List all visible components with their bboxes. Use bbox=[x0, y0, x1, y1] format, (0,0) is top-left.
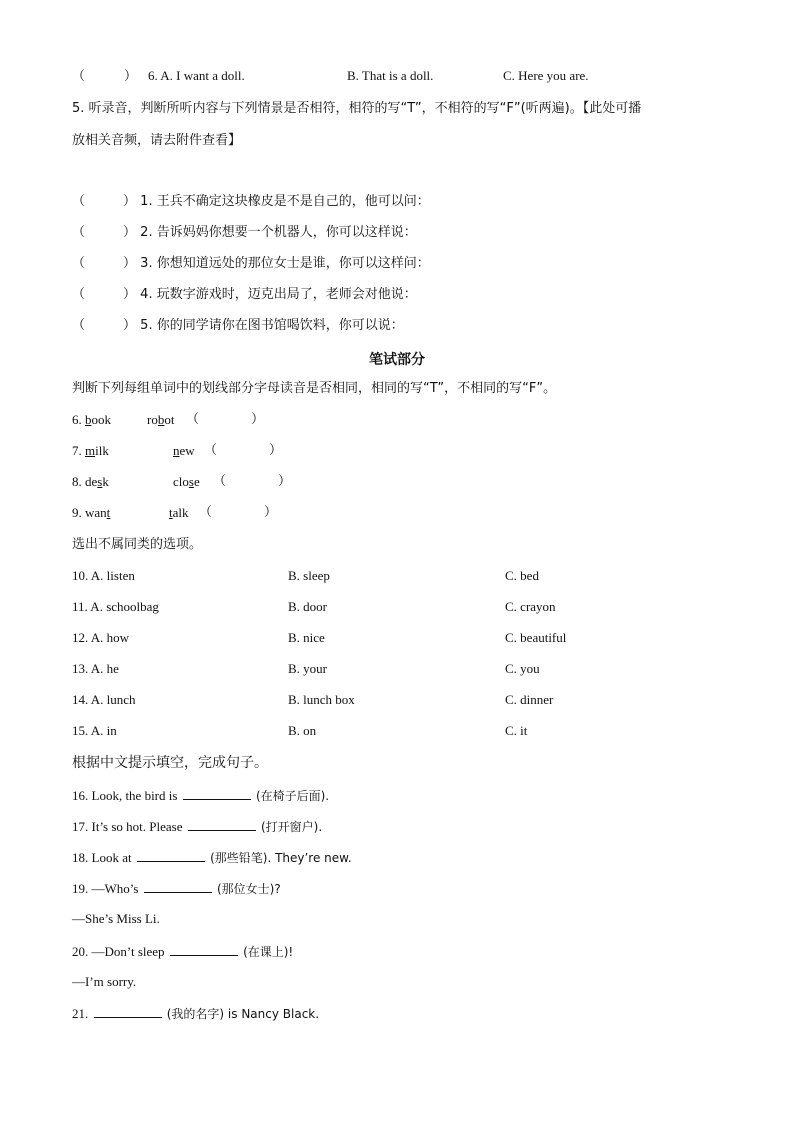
fill-blank-item: 20. —Don’t sleep (在课上)! bbox=[72, 944, 294, 959]
option-b: B. sleep bbox=[288, 568, 330, 583]
odd-one-out-instruction: 选出不属同类的选项。 bbox=[72, 537, 203, 552]
option-a: 11. A. schoolbag bbox=[72, 599, 159, 614]
paren-left: （ bbox=[72, 225, 86, 240]
option-a: 10. A. listen bbox=[72, 568, 135, 583]
word-2: close bbox=[173, 474, 200, 489]
paren-right: ） bbox=[123, 318, 137, 333]
word-1: 6. book bbox=[72, 412, 111, 427]
option-b: B. nice bbox=[288, 630, 325, 645]
item-text: 3. 你想知道远处的那位女士是谁，你可以这样问： bbox=[140, 256, 430, 271]
answer-paren: （ ） bbox=[186, 412, 265, 427]
fill-blank-item: 18. Look at (那些铅笔). They’re new. bbox=[72, 850, 352, 865]
paren-right: ） bbox=[123, 225, 137, 240]
option-b: B. lunch box bbox=[288, 692, 355, 707]
section5-item bbox=[72, 194, 430, 210]
section5-item bbox=[72, 225, 417, 241]
option-b: B. door bbox=[288, 599, 327, 614]
listening-q6-row bbox=[72, 68, 722, 85]
item-text: 5. 你的同学请你在图书馆喝饮料，你可以说： bbox=[140, 318, 404, 333]
word-2: talk bbox=[169, 505, 189, 520]
option-a: 14. A. lunch bbox=[72, 692, 136, 707]
answer-paren: （ ） bbox=[72, 69, 138, 84]
paren-right: ） bbox=[123, 194, 137, 209]
word-1: 9. want bbox=[72, 505, 111, 520]
item-text: 1. 王兵不确定这块橡皮是不是自己的，他可以问： bbox=[140, 194, 430, 209]
q6-option-a: 6. A. I want a doll. bbox=[148, 68, 245, 83]
option-b: B. your bbox=[288, 661, 327, 676]
option-a: 15. A. in bbox=[72, 723, 117, 738]
fill-blanks-instruction: 根据中文提示填空，完成句子。 bbox=[72, 755, 268, 771]
written-section-title: 笔试部分 bbox=[369, 352, 425, 368]
option-c: C. bed bbox=[505, 568, 539, 583]
item-text: 2. 告诉妈妈你想要一个机器人，你可以这样说： bbox=[140, 225, 417, 240]
phonics-instruction: 判断下列每组单词中的划线部分字母读音是否相同，相同的写“T”，不相同的写“F”。 bbox=[72, 381, 557, 396]
fill-blank-item: 21. (我的名字) is Nancy Black. bbox=[72, 1006, 320, 1021]
option-a: 12. A. how bbox=[72, 630, 130, 645]
paren-left: （ bbox=[72, 256, 86, 271]
answer-blank[interactable] bbox=[144, 880, 212, 893]
q6-option-c: C. Here you are. bbox=[503, 68, 589, 83]
dialogue-reply: —I’m sorry. bbox=[72, 974, 137, 989]
option-b: B. on bbox=[288, 723, 317, 738]
answer-paren: （ ） bbox=[199, 505, 278, 520]
q6-option-b: B. That is a doll. bbox=[347, 68, 434, 83]
answer-paren: （ ） bbox=[204, 443, 283, 458]
word-1: 8. desk bbox=[72, 474, 109, 489]
option-c: C. beautiful bbox=[505, 630, 567, 645]
fill-blank-item: 17. It’s so hot. Please (打开窗户). bbox=[72, 819, 323, 834]
paren-right: ） bbox=[123, 287, 137, 302]
section5-item bbox=[72, 318, 404, 334]
section5-item bbox=[72, 287, 417, 303]
fill-blank-item: 19. —Who’s (那位女士)? bbox=[72, 881, 281, 896]
paren-left: （ bbox=[72, 318, 86, 333]
section5-instruction-line1: 5. 听录音，判断所听内容与下列情景是否相符，相符的写“T”，不相符的写“F”(听两遍)。【此处可播 bbox=[72, 101, 642, 116]
answer-blank[interactable] bbox=[183, 787, 251, 800]
answer-blank[interactable] bbox=[170, 943, 238, 956]
option-c: C. dinner bbox=[505, 692, 554, 707]
option-c: C. crayon bbox=[505, 599, 556, 614]
word-2: robot bbox=[147, 412, 175, 427]
section5-item bbox=[72, 256, 430, 272]
answer-paren: （ ） bbox=[213, 474, 292, 489]
option-c: C. it bbox=[505, 723, 528, 738]
paren-left: （ bbox=[72, 194, 86, 209]
section5-instruction-line2: 放相关音频，请去附件查看】 bbox=[72, 133, 242, 148]
dialogue-reply: —She’s Miss Li. bbox=[72, 911, 160, 926]
item-text: 4. 玩数字游戏时，迈克出局了，老师会对他说： bbox=[140, 287, 417, 302]
paren-left: （ bbox=[72, 287, 86, 302]
answer-blank[interactable] bbox=[137, 849, 205, 862]
word-2: new bbox=[173, 443, 195, 458]
answer-blank[interactable] bbox=[94, 1005, 162, 1018]
paren-right: ） bbox=[123, 256, 137, 271]
option-a: 13. A. he bbox=[72, 661, 119, 676]
fill-blank-item: 16. Look, the bird is (在椅子后面). bbox=[72, 788, 330, 803]
word-1: 7. milk bbox=[72, 443, 109, 458]
answer-blank[interactable] bbox=[188, 818, 256, 831]
option-c: C. you bbox=[505, 661, 540, 676]
